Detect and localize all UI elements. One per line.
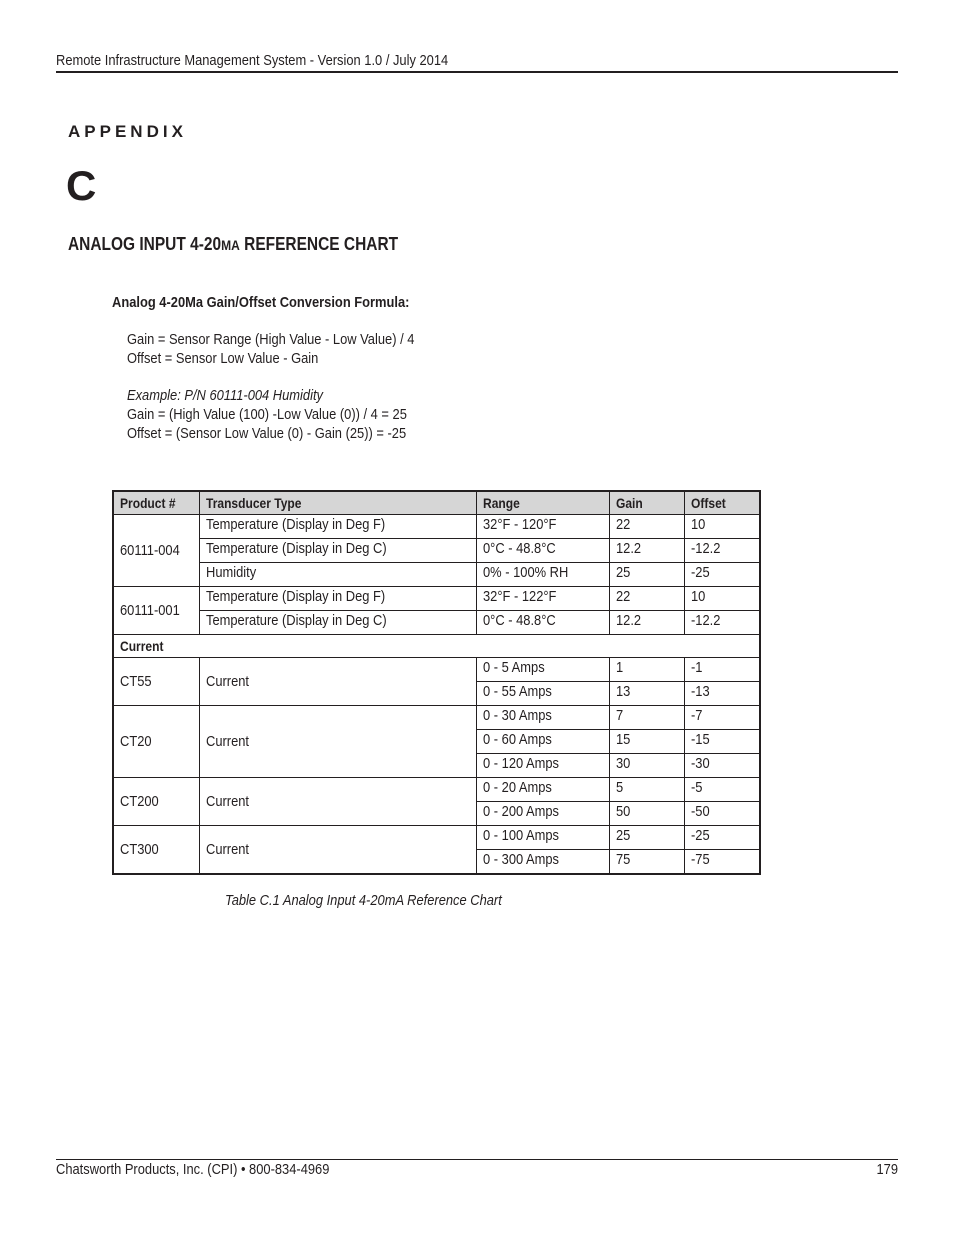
example-label xyxy=(127,387,355,404)
table-row xyxy=(113,587,760,611)
range-cell: 0 - 300 Amps xyxy=(476,850,609,875)
range-cell: 0 - 120 Amps xyxy=(476,754,609,778)
product-cell: 60111-004 xyxy=(113,515,199,587)
range-cell: 0 - 30 Amps xyxy=(476,706,609,730)
transducer-cell: Current xyxy=(199,826,476,875)
header-range: Range xyxy=(476,491,609,515)
formula-offset-line xyxy=(127,350,349,367)
table-row xyxy=(113,658,760,682)
transducer-cell: Current xyxy=(199,778,476,826)
formula-heading xyxy=(112,294,458,311)
gain-cell: 25 xyxy=(609,826,684,850)
product-cell: CT200 xyxy=(113,778,199,826)
table-row xyxy=(113,611,760,635)
transducer-cell: Temperature (Display in Deg C) xyxy=(199,539,476,563)
example-offset-text: Offset = (Sensor Low Value (0) - Gain (25)) = -25 xyxy=(127,425,407,442)
range-cell: 0 - 100 Amps xyxy=(476,826,609,850)
transducer-cell: Current xyxy=(199,706,476,778)
gain-cell: 22 xyxy=(609,587,684,611)
range-cell: 32°F - 122°F xyxy=(476,587,609,611)
current-section-label: Current xyxy=(113,635,760,658)
range-cell: 0°C - 48.8°C xyxy=(476,539,609,563)
offset-cell: -12.2 xyxy=(684,611,760,635)
product-cell: CT55 xyxy=(113,658,199,706)
range-cell: 0% - 100% RH xyxy=(476,563,609,587)
offset-cell: -30 xyxy=(684,754,760,778)
offset-cell: -5 xyxy=(684,778,760,802)
gain-cell: 50 xyxy=(609,802,684,826)
transducer-cell: Current xyxy=(199,658,476,706)
range-cell: 0 - 5 Amps xyxy=(476,658,609,682)
range-cell: 0 - 200 Amps xyxy=(476,802,609,826)
appendix-label: APPENDIX xyxy=(68,122,187,141)
section-title xyxy=(68,234,452,255)
header-offset: Offset xyxy=(684,491,760,515)
header-title-text: Remote Infrastructure Management System - Version 1.0 / July 2014 xyxy=(56,52,449,69)
offset-cell: -75 xyxy=(684,850,760,875)
footer-page-number-text: 179 xyxy=(876,1161,898,1178)
formula-offset-text: Offset = Sensor Low Value - Gain xyxy=(127,350,319,367)
table-row xyxy=(113,539,760,563)
footer-company xyxy=(56,1161,374,1178)
transducer-cell: Humidity xyxy=(199,563,476,587)
range-cell: 0 - 55 Amps xyxy=(476,682,609,706)
offset-cell: -15 xyxy=(684,730,760,754)
formula-heading-text: Analog 4-20Ma Gain/Offset Conversion Formula: xyxy=(112,294,410,311)
transducer-cell: Temperature (Display in Deg C) xyxy=(199,611,476,635)
offset-cell: -50 xyxy=(684,802,760,826)
formula-gain-text: Gain = Sensor Range (High Value - Low Value) / 4 xyxy=(127,331,415,348)
offset-cell: -12.2 xyxy=(684,539,760,563)
transducer-cell: Temperature (Display in Deg F) xyxy=(199,515,476,539)
footer-rule xyxy=(56,1159,898,1160)
header-transducer-type: Transducer Type xyxy=(199,491,476,515)
section-title-part3: REFERENCE CHART xyxy=(239,234,399,254)
range-cell: 0 - 60 Amps xyxy=(476,730,609,754)
gain-cell: 5 xyxy=(609,778,684,802)
product-cell: CT20 xyxy=(113,706,199,778)
gain-cell: 12.2 xyxy=(609,539,684,563)
offset-cell: -13 xyxy=(684,682,760,706)
table-row xyxy=(113,778,760,802)
header-rule xyxy=(56,71,898,73)
range-cell: 0°C - 48.8°C xyxy=(476,611,609,635)
offset-cell: -1 xyxy=(684,658,760,682)
table-caption-text: Table C.1 Analog Input 4-20mA Reference Chart xyxy=(225,892,502,909)
gain-cell: 1 xyxy=(609,658,684,682)
example-label-text: Example: P/N 60111-004 Humidity xyxy=(127,387,323,404)
offset-cell: -7 xyxy=(684,706,760,730)
gain-cell: 30 xyxy=(609,754,684,778)
product-cell: 60111-001 xyxy=(113,587,199,635)
appendix-letter: C xyxy=(66,162,97,209)
range-cell: 32°F - 120°F xyxy=(476,515,609,539)
footer-company-text: Chatsworth Products, Inc. (CPI) • 800-834-4969 xyxy=(56,1161,330,1178)
table-row xyxy=(113,563,760,587)
offset-cell: -25 xyxy=(684,563,760,587)
example-offset-line xyxy=(127,425,452,442)
table-header-row xyxy=(113,491,760,515)
range-cell: 0 - 20 Amps xyxy=(476,778,609,802)
gain-cell: 22 xyxy=(609,515,684,539)
table-row xyxy=(113,515,760,539)
header-gain: Gain xyxy=(609,491,684,515)
example-gain-line xyxy=(127,406,452,423)
footer-page-number xyxy=(873,1161,898,1178)
gain-cell: 7 xyxy=(609,706,684,730)
table-caption xyxy=(225,892,547,909)
gain-cell: 15 xyxy=(609,730,684,754)
table-row xyxy=(113,826,760,850)
transducer-cell: Temperature (Display in Deg F) xyxy=(199,587,476,611)
section-title-part1: ANALOG INPUT 4-20 xyxy=(68,234,222,254)
example-gain-text: Gain = (High Value (100) -Low Value (0)) / 4 = 25 xyxy=(127,406,407,423)
table-row xyxy=(113,706,760,730)
reference-table xyxy=(112,490,761,875)
gain-cell: 75 xyxy=(609,850,684,875)
formula-gain-line xyxy=(127,331,461,348)
gain-cell: 25 xyxy=(609,563,684,587)
offset-cell: 10 xyxy=(684,587,760,611)
page-header-title xyxy=(56,52,512,69)
current-section-row xyxy=(113,635,760,658)
header-product: Product # xyxy=(113,491,199,515)
offset-cell: -25 xyxy=(684,826,760,850)
gain-cell: 12.2 xyxy=(609,611,684,635)
gain-cell: 13 xyxy=(609,682,684,706)
offset-cell: 10 xyxy=(684,515,760,539)
section-title-part2: MA xyxy=(221,237,240,253)
product-cell: CT300 xyxy=(113,826,199,875)
